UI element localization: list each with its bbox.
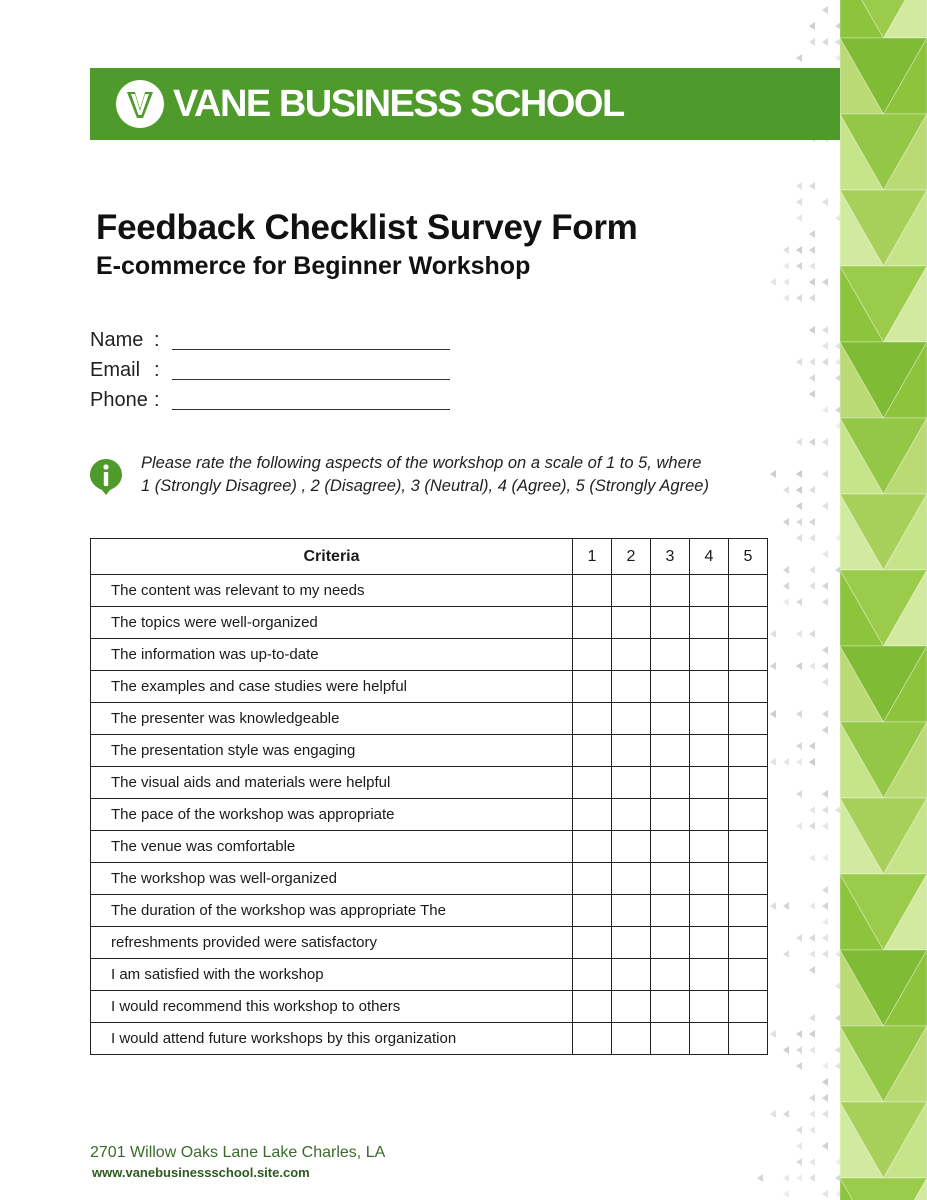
criteria-text: The topics were well-organized [91,607,573,639]
instructions-line-2: 1 (Strongly Disagree) , 2 (Disagree), 3 (Neutral), 4 (Agree), 5 (Strongly Agree) [141,476,709,495]
rating-cell-5[interactable] [729,1023,768,1055]
table-row [91,767,768,799]
criteria-text: The information was up-to-date [91,639,573,671]
email-input-line[interactable] [172,359,450,380]
rating-cell-1[interactable] [573,959,612,991]
table-row [91,671,768,703]
rating-cell-2[interactable] [612,639,651,671]
criteria-text: The workshop was well-organized [91,863,573,895]
name-input-line[interactable] [172,329,450,350]
phone-field[interactable] [90,386,450,412]
rating-cell-2[interactable] [612,575,651,607]
rating-cell-1[interactable] [573,799,612,831]
rating-cell-3[interactable] [651,607,690,639]
rating-cell-5[interactable] [729,863,768,895]
criteria-text: I would attend future workshops by this organization [91,1023,573,1055]
rating-cell-4[interactable] [690,767,729,799]
email-label: Email [90,359,141,381]
rating-cell-4[interactable] [690,639,729,671]
rating-cell-1[interactable] [573,735,612,767]
rating-cell-4[interactable] [690,863,729,895]
phone-label: Phone [90,389,148,411]
scale-header-3: 3 [651,539,690,575]
rating-cell-5[interactable] [729,895,768,927]
table-body [91,575,768,1055]
rating-cell-3[interactable] [651,767,690,799]
rating-cell-4[interactable] [690,735,729,767]
email-colon: : [154,359,160,381]
phone-input-line[interactable] [172,389,450,410]
table-header-row [91,539,768,575]
rating-cell-4[interactable] [690,991,729,1023]
criteria-text: The content was relevant to my needs [91,575,573,607]
criteria-text: The presentation style was engaging [91,735,573,767]
info-icon [89,458,123,496]
rating-cell-5[interactable] [729,735,768,767]
rating-cell-3[interactable] [651,703,690,735]
school-logo [115,79,165,129]
table-row [91,607,768,639]
criteria-text: The pace of the workshop was appropriate [91,799,573,831]
rating-cell-1[interactable] [573,831,612,863]
rating-cell-5[interactable] [729,575,768,607]
rating-cell-1[interactable] [573,575,612,607]
scale-header-1: 1 [573,539,612,575]
rating-cell-2[interactable] [612,991,651,1023]
table-row [91,863,768,895]
table-row [91,575,768,607]
rating-cell-4[interactable] [690,1023,729,1055]
rating-cell-1[interactable] [573,1023,612,1055]
rating-cell-2[interactable] [612,927,651,959]
table-row [91,799,768,831]
rating-table [90,538,768,1055]
rating-cell-5[interactable] [729,671,768,703]
rating-cell-4[interactable] [690,575,729,607]
rating-cell-3[interactable] [651,863,690,895]
rating-cell-2[interactable] [612,671,651,703]
rating-cell-2[interactable] [612,607,651,639]
rating-cell-5[interactable] [729,639,768,671]
rating-cell-1[interactable] [573,671,612,703]
rating-instructions [141,452,741,497]
criteria-text: refreshments provided were satisfactory [91,927,573,959]
school-name: VANE BUSINESS SCHOOL [173,82,624,125]
rating-cell-2[interactable] [612,703,651,735]
rating-cell-5[interactable] [729,831,768,863]
form-title: Feedback Checklist Survey Form [96,208,638,247]
table-row [91,639,768,671]
criteria-text: The duration of the workshop was appropriate The [91,895,573,927]
criteria-header: Criteria [91,539,573,575]
table-row [91,895,768,927]
rating-cell-1[interactable] [573,639,612,671]
rating-cell-2[interactable] [612,863,651,895]
scale-header-2: 2 [612,539,651,575]
rating-cell-3[interactable] [651,991,690,1023]
scale-header-4: 4 [690,539,729,575]
rating-cell-5[interactable] [729,959,768,991]
table-row [91,703,768,735]
rating-cell-1[interactable] [573,991,612,1023]
name-colon: : [154,329,160,351]
email-field[interactable] [90,356,450,382]
rating-cell-2[interactable] [612,1023,651,1055]
rating-cell-1[interactable] [573,703,612,735]
rating-cell-1[interactable] [573,863,612,895]
table-row [91,735,768,767]
rating-cell-2[interactable] [612,767,651,799]
criteria-text: The visual aids and materials were helpful [91,767,573,799]
table-row [91,927,768,959]
name-label: Name [90,329,144,351]
phone-colon: : [154,389,160,411]
rating-cell-4[interactable] [690,831,729,863]
table-row [91,1023,768,1055]
rating-cell-1[interactable] [573,927,612,959]
rating-cell-1[interactable] [573,607,612,639]
rating-cell-4[interactable] [690,927,729,959]
form-subtitle: E-commerce for Beginner Workshop [96,252,531,280]
rating-cell-5[interactable] [729,927,768,959]
rating-cell-3[interactable] [651,799,690,831]
rating-cell-4[interactable] [690,959,729,991]
rating-cell-4[interactable] [690,671,729,703]
criteria-text: The presenter was knowledgeable [91,703,573,735]
table-row [91,831,768,863]
footer-address: 2701 Willow Oaks Lane Lake Charles, LA [90,1144,386,1161]
name-field[interactable] [90,326,450,352]
rating-cell-3[interactable] [651,927,690,959]
rating-cell-2[interactable] [612,895,651,927]
rating-cell-4[interactable] [690,799,729,831]
rating-cell-5[interactable] [729,991,768,1023]
rating-cell-2[interactable] [612,959,651,991]
rating-cell-3[interactable] [651,575,690,607]
rating-cell-2[interactable] [612,799,651,831]
criteria-text: I would recommend this workshop to others [91,991,573,1023]
rating-cell-1[interactable] [573,895,612,927]
rating-cell-3[interactable] [651,959,690,991]
header-band [90,68,840,140]
rating-cell-4[interactable] [690,607,729,639]
rating-cell-2[interactable] [612,735,651,767]
instructions-line-1: Please rate the following aspects of the workshop on a scale of 1 to 5, where [141,454,702,472]
criteria-text: The examples and case studies were helpful [91,671,573,703]
rating-cell-2[interactable] [612,831,651,863]
rating-cell-3[interactable] [651,639,690,671]
rating-cell-3[interactable] [651,671,690,703]
rating-cell-5[interactable] [729,799,768,831]
criteria-text: I am satisfied with the workshop [91,959,573,991]
rating-cell-5[interactable] [729,607,768,639]
rating-cell-1[interactable] [573,767,612,799]
rating-cell-4[interactable] [690,703,729,735]
criteria-text: The venue was comfortable [91,831,573,863]
rating-cell-5[interactable] [729,703,768,735]
rating-cell-3[interactable] [651,735,690,767]
decorative-green-strip [840,0,927,1200]
rating-cell-3[interactable] [651,831,690,863]
footer-website[interactable]: www.vanebusinessschool.site.com [92,1165,310,1180]
rating-cell-3[interactable] [651,1023,690,1055]
rating-cell-3[interactable] [651,895,690,927]
rating-cell-4[interactable] [690,895,729,927]
scale-header-5: 5 [729,539,768,575]
table-row [91,991,768,1023]
table-row [91,959,768,991]
rating-cell-5[interactable] [729,767,768,799]
